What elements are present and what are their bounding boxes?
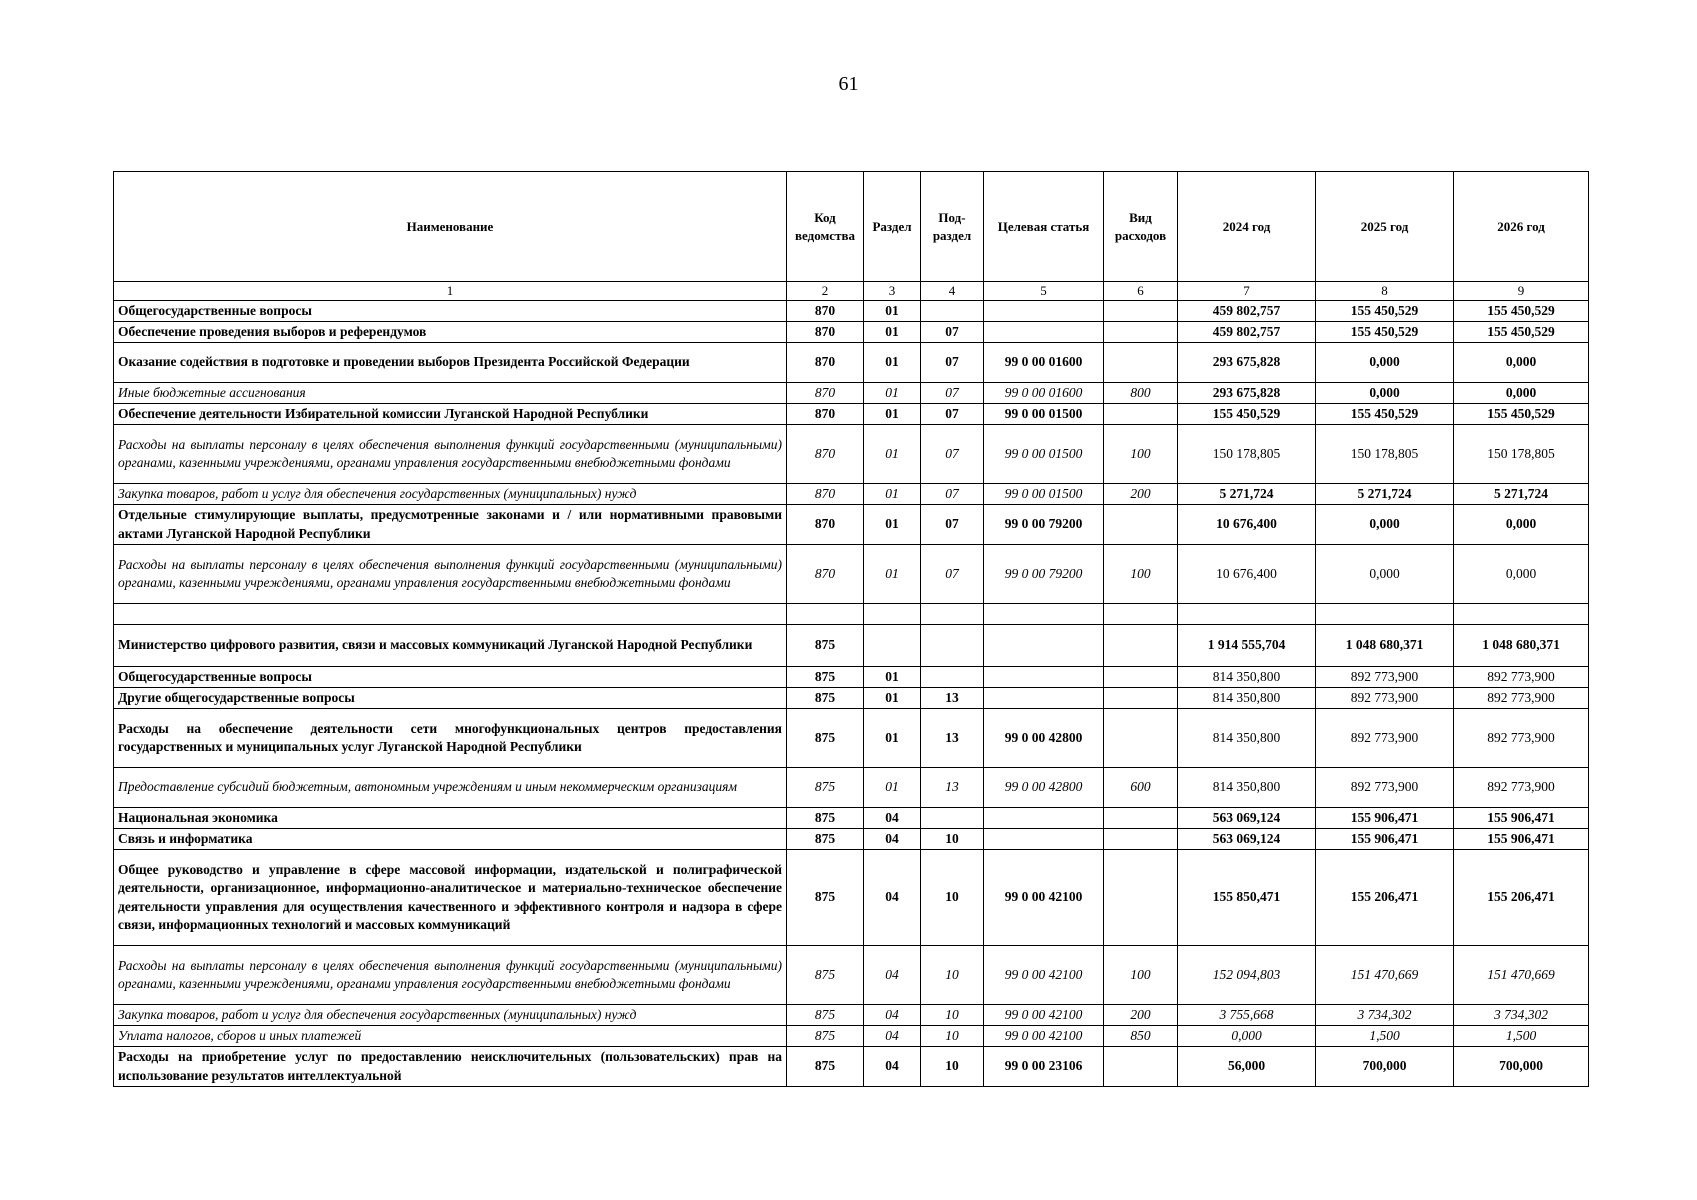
row-dept: 870 [787, 505, 864, 545]
row-dept: 875 [787, 1047, 864, 1087]
row-2024: 293 675,828 [1178, 383, 1316, 404]
row-subsection [921, 667, 984, 688]
row-expense [1104, 343, 1178, 383]
row-target: 99 0 00 01500 [984, 425, 1104, 484]
row-target: 99 0 00 01600 [984, 383, 1104, 404]
row-target [984, 301, 1104, 322]
row-subsection: 10 [921, 1026, 984, 1047]
row-2026: 0,000 [1454, 343, 1589, 383]
row-section: 04 [864, 808, 921, 829]
row-subsection: 07 [921, 545, 984, 604]
row-section: 01 [864, 343, 921, 383]
row-name: Расходы на приобретение услуг по предоставлению неисключительных (пользовательских) прав на использование результатов интеллектуальной [114, 1047, 787, 1087]
row-2025: 1,500 [1316, 1026, 1454, 1047]
row-2025: 155 450,529 [1316, 301, 1454, 322]
row-subsection [921, 625, 984, 667]
row-subsection: 10 [921, 1005, 984, 1026]
row-name: Общегосударственные вопросы [114, 301, 787, 322]
row-2024: 56,000 [1178, 1047, 1316, 1087]
blank-cell [864, 604, 921, 625]
row-target: 99 0 00 01500 [984, 404, 1104, 425]
row-2025: 151 470,669 [1316, 946, 1454, 1005]
row-expense [1104, 1047, 1178, 1087]
row-dept: 875 [787, 1005, 864, 1026]
row-section: 01 [864, 709, 921, 768]
row-target [984, 322, 1104, 343]
row-2024: 563 069,124 [1178, 808, 1316, 829]
blank-cell [1178, 604, 1316, 625]
table-row [114, 1005, 1589, 1026]
row-name: Обеспечение деятельности Избирательной комиссии Луганской Народной Республики [114, 404, 787, 425]
table-row [114, 484, 1589, 505]
column-number: 3 [864, 282, 921, 301]
table-row [114, 505, 1589, 545]
header-row [114, 172, 1589, 282]
row-subsection [921, 301, 984, 322]
row-dept: 875 [787, 1026, 864, 1047]
column-number: 6 [1104, 282, 1178, 301]
row-2025: 892 773,900 [1316, 768, 1454, 808]
row-expense [1104, 688, 1178, 709]
row-subsection [921, 808, 984, 829]
row-expense [1104, 709, 1178, 768]
header-expense: Вид расходов [1104, 172, 1178, 282]
row-target: 99 0 00 01600 [984, 343, 1104, 383]
row-2025: 700,000 [1316, 1047, 1454, 1087]
row-subsection: 10 [921, 829, 984, 850]
table-row [114, 768, 1589, 808]
row-section: 04 [864, 1026, 921, 1047]
row-expense [1104, 625, 1178, 667]
row-2026: 155 450,529 [1454, 404, 1589, 425]
row-expense: 850 [1104, 1026, 1178, 1047]
table-row [114, 301, 1589, 322]
blank-cell [984, 604, 1104, 625]
row-target: 99 0 00 42100 [984, 946, 1104, 1005]
table-row [114, 404, 1589, 425]
row-subsection: 07 [921, 425, 984, 484]
row-name: Предоставление субсидий бюджетным, автономным учреждениям и иным некоммерческим организациям [114, 768, 787, 808]
row-target [984, 688, 1104, 709]
blank-cell [1104, 604, 1178, 625]
row-section: 01 [864, 545, 921, 604]
row-2025: 892 773,900 [1316, 709, 1454, 768]
column-number: 7 [1178, 282, 1316, 301]
blank-cell [1454, 604, 1589, 625]
row-dept: 875 [787, 850, 864, 946]
column-number: 5 [984, 282, 1104, 301]
row-expense: 800 [1104, 383, 1178, 404]
row-target: 99 0 00 42100 [984, 1026, 1104, 1047]
row-subsection: 07 [921, 343, 984, 383]
row-name: Иные бюджетные ассигнования [114, 383, 787, 404]
row-expense [1104, 808, 1178, 829]
row-2026: 3 734,302 [1454, 1005, 1589, 1026]
row-2024: 563 069,124 [1178, 829, 1316, 850]
row-dept: 870 [787, 343, 864, 383]
row-expense [1104, 850, 1178, 946]
row-target [984, 808, 1104, 829]
row-target: 99 0 00 23106 [984, 1047, 1104, 1087]
row-2024: 459 802,757 [1178, 322, 1316, 343]
row-2025: 892 773,900 [1316, 688, 1454, 709]
row-expense [1104, 505, 1178, 545]
row-name: Другие общегосударственные вопросы [114, 688, 787, 709]
row-target [984, 829, 1104, 850]
row-name: Уплата налогов, сборов и иных платежей [114, 1026, 787, 1047]
row-target [984, 625, 1104, 667]
row-subsection: 13 [921, 709, 984, 768]
row-expense [1104, 404, 1178, 425]
row-expense [1104, 322, 1178, 343]
row-2026: 0,000 [1454, 505, 1589, 545]
row-subsection: 13 [921, 688, 984, 709]
row-2026: 1,500 [1454, 1026, 1589, 1047]
row-2024: 155 450,529 [1178, 404, 1316, 425]
row-section: 01 [864, 768, 921, 808]
row-name: Связь и информатика [114, 829, 787, 850]
row-2026: 892 773,900 [1454, 667, 1589, 688]
row-expense [1104, 829, 1178, 850]
header-2024: 2024 год [1178, 172, 1316, 282]
row-section: 04 [864, 1047, 921, 1087]
table-row [114, 625, 1589, 667]
column-number-row [114, 282, 1589, 301]
row-name: Расходы на выплаты персоналу в целях обеспечения выполнения функций государственными (муниципальными) органами, казенными учреждениями, органами управления государственными внебюджетными фондами [114, 545, 787, 604]
row-subsection: 13 [921, 768, 984, 808]
blank-cell [1316, 604, 1454, 625]
row-2024: 10 676,400 [1178, 505, 1316, 545]
table-row [114, 709, 1589, 768]
row-dept: 875 [787, 829, 864, 850]
row-2026: 5 271,724 [1454, 484, 1589, 505]
row-2024: 3 755,668 [1178, 1005, 1316, 1026]
row-section: 04 [864, 946, 921, 1005]
row-2024: 293 675,828 [1178, 343, 1316, 383]
row-name: Расходы на выплаты персоналу в целях обеспечения выполнения функций государственными (муниципальными) органами, казенными учреждениями, органами управления государственными внебюджетными фондами [114, 425, 787, 484]
blank-cell [114, 604, 787, 625]
row-section: 01 [864, 425, 921, 484]
budget-table [113, 171, 1589, 1087]
row-2025: 3 734,302 [1316, 1005, 1454, 1026]
row-subsection: 10 [921, 946, 984, 1005]
row-dept: 870 [787, 484, 864, 505]
row-2026: 0,000 [1454, 383, 1589, 404]
table-row [114, 322, 1589, 343]
row-2025: 0,000 [1316, 505, 1454, 545]
row-name: Обеспечение проведения выборов и референдумов [114, 322, 787, 343]
row-name: Общее руководство и управление в сфере массовой информации, издательской и полиграфической деятельности, организационное, информационно-аналитическое и материально-техническое обеспечение деятельности управления для осуществления качественного и эффективного контроля и надзора в сфере связи, информационных технологий и массовых коммуникаций [114, 850, 787, 946]
row-2025: 155 450,529 [1316, 322, 1454, 343]
row-2026: 155 906,471 [1454, 808, 1589, 829]
row-2026: 892 773,900 [1454, 688, 1589, 709]
row-2025: 155 206,471 [1316, 850, 1454, 946]
row-2026: 155 206,471 [1454, 850, 1589, 946]
row-2026: 151 470,669 [1454, 946, 1589, 1005]
row-2025: 155 450,529 [1316, 404, 1454, 425]
row-dept: 875 [787, 667, 864, 688]
row-section: 04 [864, 850, 921, 946]
table-row [114, 808, 1589, 829]
row-name: Общегосударственные вопросы [114, 667, 787, 688]
blank-row [114, 604, 1589, 625]
row-section: 01 [864, 404, 921, 425]
row-2026: 150 178,805 [1454, 425, 1589, 484]
row-section: 04 [864, 829, 921, 850]
row-dept: 875 [787, 688, 864, 709]
row-target: 99 0 00 42800 [984, 768, 1104, 808]
row-target: 99 0 00 42800 [984, 709, 1104, 768]
row-2025: 892 773,900 [1316, 667, 1454, 688]
row-dept: 870 [787, 301, 864, 322]
row-2026: 1 048 680,371 [1454, 625, 1589, 667]
row-2026: 892 773,900 [1454, 709, 1589, 768]
row-2024: 814 350,800 [1178, 688, 1316, 709]
row-dept: 870 [787, 404, 864, 425]
row-2025: 0,000 [1316, 545, 1454, 604]
row-2024: 10 676,400 [1178, 545, 1316, 604]
row-section: 01 [864, 484, 921, 505]
row-2024: 155 850,471 [1178, 850, 1316, 946]
row-section: 01 [864, 301, 921, 322]
table-row [114, 425, 1589, 484]
row-name: Расходы на обеспечение деятельности сети многофункциональных центров предоставления государственных и муниципальных услуг Луганской Народной Республики [114, 709, 787, 768]
row-expense [1104, 667, 1178, 688]
header-target: Целевая статья [984, 172, 1104, 282]
row-2025: 150 178,805 [1316, 425, 1454, 484]
table-row [114, 1026, 1589, 1047]
row-target: 99 0 00 42100 [984, 850, 1104, 946]
row-target: 99 0 00 42100 [984, 1005, 1104, 1026]
row-expense: 600 [1104, 768, 1178, 808]
header-2025: 2025 год [1316, 172, 1454, 282]
row-expense: 200 [1104, 484, 1178, 505]
row-dept: 875 [787, 709, 864, 768]
row-subsection: 07 [921, 484, 984, 505]
row-2026: 700,000 [1454, 1047, 1589, 1087]
row-name: Расходы на выплаты персоналу в целях обеспечения выполнения функций государственными (муниципальными) органами, казенными учреждениями, органами управления государственными внебюджетными фондами [114, 946, 787, 1005]
row-2024: 152 094,803 [1178, 946, 1316, 1005]
row-section: 01 [864, 688, 921, 709]
row-section: 01 [864, 322, 921, 343]
table-row [114, 946, 1589, 1005]
row-2025: 1 048 680,371 [1316, 625, 1454, 667]
row-dept: 870 [787, 322, 864, 343]
row-section [864, 625, 921, 667]
header-section: Раздел [864, 172, 921, 282]
column-number: 8 [1316, 282, 1454, 301]
blank-cell [787, 604, 864, 625]
row-expense: 100 [1104, 425, 1178, 484]
row-name: Оказание содействия в подготовке и проведении выборов Президента Российской Федерации [114, 343, 787, 383]
row-dept: 875 [787, 946, 864, 1005]
row-dept: 875 [787, 808, 864, 829]
row-expense: 100 [1104, 946, 1178, 1005]
row-2026: 155 450,529 [1454, 301, 1589, 322]
row-dept: 875 [787, 768, 864, 808]
table-row [114, 383, 1589, 404]
table-row [114, 1047, 1589, 1087]
row-dept: 870 [787, 383, 864, 404]
row-2025: 155 906,471 [1316, 808, 1454, 829]
row-target: 99 0 00 01500 [984, 484, 1104, 505]
row-2026: 892 773,900 [1454, 768, 1589, 808]
row-name: Министерство цифрового развития, связи и массовых коммуникаций Луганской Народной Республики [114, 625, 787, 667]
row-name: Закупка товаров, работ и услуг для обеспечения государственных (муниципальных) нужд [114, 484, 787, 505]
row-name: Отдельные стимулирующие выплаты, предусмотренные законами и / или нормативными правовыми актами Луганской Народной Республики [114, 505, 787, 545]
row-2026: 155 906,471 [1454, 829, 1589, 850]
table-row [114, 343, 1589, 383]
row-2026: 155 450,529 [1454, 322, 1589, 343]
row-subsection: 07 [921, 404, 984, 425]
table-row [114, 850, 1589, 946]
row-subsection: 10 [921, 1047, 984, 1087]
row-2025: 5 271,724 [1316, 484, 1454, 505]
table-row [114, 829, 1589, 850]
row-section: 01 [864, 667, 921, 688]
row-name: Закупка товаров, работ и услуг для обеспечения государственных (муниципальных) нужд [114, 1005, 787, 1026]
row-2024: 814 350,800 [1178, 667, 1316, 688]
page-number: 61 [838, 73, 859, 95]
row-2024: 5 271,724 [1178, 484, 1316, 505]
header-2026: 2026 год [1454, 172, 1589, 282]
row-section: 01 [864, 383, 921, 404]
row-2025: 155 906,471 [1316, 829, 1454, 850]
row-2025: 0,000 [1316, 343, 1454, 383]
table-row [114, 667, 1589, 688]
row-dept: 870 [787, 545, 864, 604]
row-target: 99 0 00 79200 [984, 545, 1104, 604]
row-subsection: 07 [921, 505, 984, 545]
row-2024: 0,000 [1178, 1026, 1316, 1047]
row-expense: 100 [1104, 545, 1178, 604]
column-number: 4 [921, 282, 984, 301]
row-subsection: 07 [921, 322, 984, 343]
table-row [114, 545, 1589, 604]
row-dept: 875 [787, 625, 864, 667]
column-number: 1 [114, 282, 787, 301]
column-number: 9 [1454, 282, 1589, 301]
row-2024: 150 178,805 [1178, 425, 1316, 484]
row-2024: 814 350,800 [1178, 768, 1316, 808]
row-subsection: 07 [921, 383, 984, 404]
row-2024: 1 914 555,704 [1178, 625, 1316, 667]
row-2026: 0,000 [1454, 545, 1589, 604]
row-2024: 459 802,757 [1178, 301, 1316, 322]
row-target [984, 667, 1104, 688]
row-dept: 870 [787, 425, 864, 484]
row-expense [1104, 301, 1178, 322]
row-2024: 814 350,800 [1178, 709, 1316, 768]
column-number: 2 [787, 282, 864, 301]
table-row [114, 688, 1589, 709]
blank-cell [921, 604, 984, 625]
row-name: Национальная экономика [114, 808, 787, 829]
row-2025: 0,000 [1316, 383, 1454, 404]
row-subsection: 10 [921, 850, 984, 946]
row-target: 99 0 00 79200 [984, 505, 1104, 545]
row-expense: 200 [1104, 1005, 1178, 1026]
header-dept: Код ведомства [787, 172, 864, 282]
row-section: 04 [864, 1005, 921, 1026]
header-subsection: Под-раздел [921, 172, 984, 282]
header-name: Наименование [114, 172, 787, 282]
row-section: 01 [864, 505, 921, 545]
